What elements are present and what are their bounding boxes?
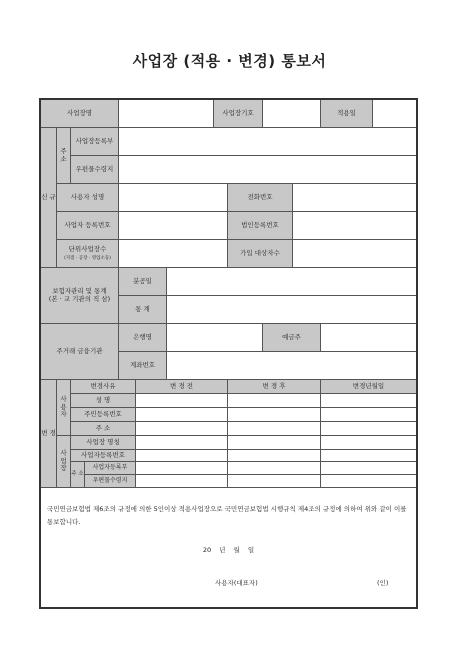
change-date-cell[interactable]	[321, 462, 416, 475]
unit-count-text: 단위사업장수	[68, 245, 107, 254]
declaration-section	[41, 488, 416, 607]
workplace-number-field[interactable]	[263, 100, 321, 128]
reg-address-field[interactable]	[119, 128, 416, 156]
owner-name-field[interactable]	[119, 184, 228, 212]
corp-reg-field[interactable]	[293, 212, 416, 240]
change-after-cell[interactable]	[228, 422, 321, 436]
address-group-label: 주 소	[57, 128, 71, 184]
collect-label: 분공일	[119, 268, 167, 296]
workplace-name-label: 사업장명	[41, 100, 119, 128]
change-row-mail-address: 우편물수령지	[85, 475, 136, 488]
new-group-label: 신 규	[41, 128, 57, 268]
user-group-label: 사 용 자	[57, 380, 71, 436]
workplace-name-field[interactable]	[119, 100, 214, 128]
change-after-cell[interactable]	[228, 462, 321, 475]
phone-label: 전화번호	[228, 184, 293, 212]
unit-count-label	[57, 240, 119, 268]
change-item-header: 변경사유	[71, 380, 136, 394]
seal-mark[interactable]: (인)	[377, 579, 389, 587]
declaration-text: 국민연금보험법 제6조의 규정에 의한 5인이상 적용사업장으로 국민연금보험법 시행규칙 제4조의 규정에 의하여 위와 같이 이를 통보합니다.	[47, 505, 407, 526]
change-row-business-no: 사업자등록번호	[71, 450, 136, 462]
change-group-label: 변 경	[41, 380, 57, 488]
change-row-rrn: 주민등록번호	[71, 408, 136, 422]
notification-form	[39, 98, 418, 609]
business-reg-label: 사업자 등록번호	[57, 212, 119, 240]
change-before-cell[interactable]	[136, 408, 228, 422]
change-after-cell[interactable]	[228, 408, 321, 422]
change-row-reg-address: 사업자등록부	[85, 462, 136, 475]
after-header: 변 경 후	[228, 380, 321, 394]
change-before-cell[interactable]	[136, 394, 228, 408]
change-date-cell[interactable]	[321, 436, 416, 450]
change-before-cell[interactable]	[136, 422, 228, 436]
eligible-label: 가입 대상자수	[228, 240, 293, 268]
owner-name-label: 사용자 성명	[57, 184, 119, 212]
depositor-label: 예금주	[263, 324, 321, 352]
phone-field[interactable]	[293, 184, 416, 212]
mail-address-field[interactable]	[119, 156, 416, 184]
change-addr-group: 주 소	[71, 462, 85, 488]
collect-field[interactable]	[167, 268, 416, 296]
workplace-number-label: 사업장기호	[214, 100, 263, 128]
bank-name-label: 은행명	[119, 324, 167, 352]
unit-count-field[interactable]	[119, 240, 228, 268]
mail-address-label: 우편물수령지	[71, 156, 119, 184]
account-field[interactable]	[167, 352, 416, 380]
bank-label: 주거래 금융기관	[41, 324, 119, 380]
change-before-cell[interactable]	[136, 475, 228, 488]
change-before-cell[interactable]	[136, 462, 228, 475]
business-reg-field[interactable]	[119, 212, 228, 240]
stats-label: 통 계	[119, 296, 167, 324]
change-after-cell[interactable]	[228, 436, 321, 450]
change-before-cell[interactable]	[136, 436, 228, 450]
stats-field[interactable]	[167, 296, 416, 324]
fee-label: 보험자관리 및 통계 (본 · 교 기관의 직 삼)	[41, 268, 119, 324]
change-row-name: 성 명	[71, 394, 136, 408]
change-row-workplace-name: 사업장 명칭	[71, 436, 136, 450]
change-date-cell[interactable]	[321, 422, 416, 436]
apply-date-label: 적용일	[321, 100, 373, 128]
declaration-date[interactable]: 20 년 월 일	[202, 546, 255, 554]
account-label: 계좌번호	[119, 352, 167, 380]
reg-address-label: 사업장등록부	[71, 128, 119, 156]
change-date-cell[interactable]	[321, 450, 416, 462]
change-date-cell[interactable]	[321, 408, 416, 422]
workplace-group-label: 사 업 장	[57, 436, 71, 488]
change-before-cell[interactable]	[136, 450, 228, 462]
change-date-cell[interactable]	[321, 394, 416, 408]
depositor-field[interactable]	[321, 324, 416, 352]
before-header: 변 경 전	[136, 380, 228, 394]
apply-date-field[interactable]	[373, 100, 416, 128]
form-title: 사업장 (적용 · 변경) 통보서	[132, 52, 327, 70]
bank-name-field[interactable]	[167, 324, 263, 352]
corp-reg-label: 법인등록번호	[228, 212, 293, 240]
unit-count-sub: (지점 · 공장 · 영업소등)	[64, 255, 111, 261]
change-after-cell[interactable]	[228, 450, 321, 462]
change-date-cell[interactable]	[321, 475, 416, 488]
change-after-cell[interactable]	[228, 394, 321, 408]
eligible-field[interactable]	[293, 240, 416, 268]
signer-label: 사용자(대표자)	[215, 579, 258, 587]
change-row-address: 주 소	[71, 422, 136, 436]
change-date-header: 변경년월일	[321, 380, 416, 394]
change-after-cell[interactable]	[228, 475, 321, 488]
